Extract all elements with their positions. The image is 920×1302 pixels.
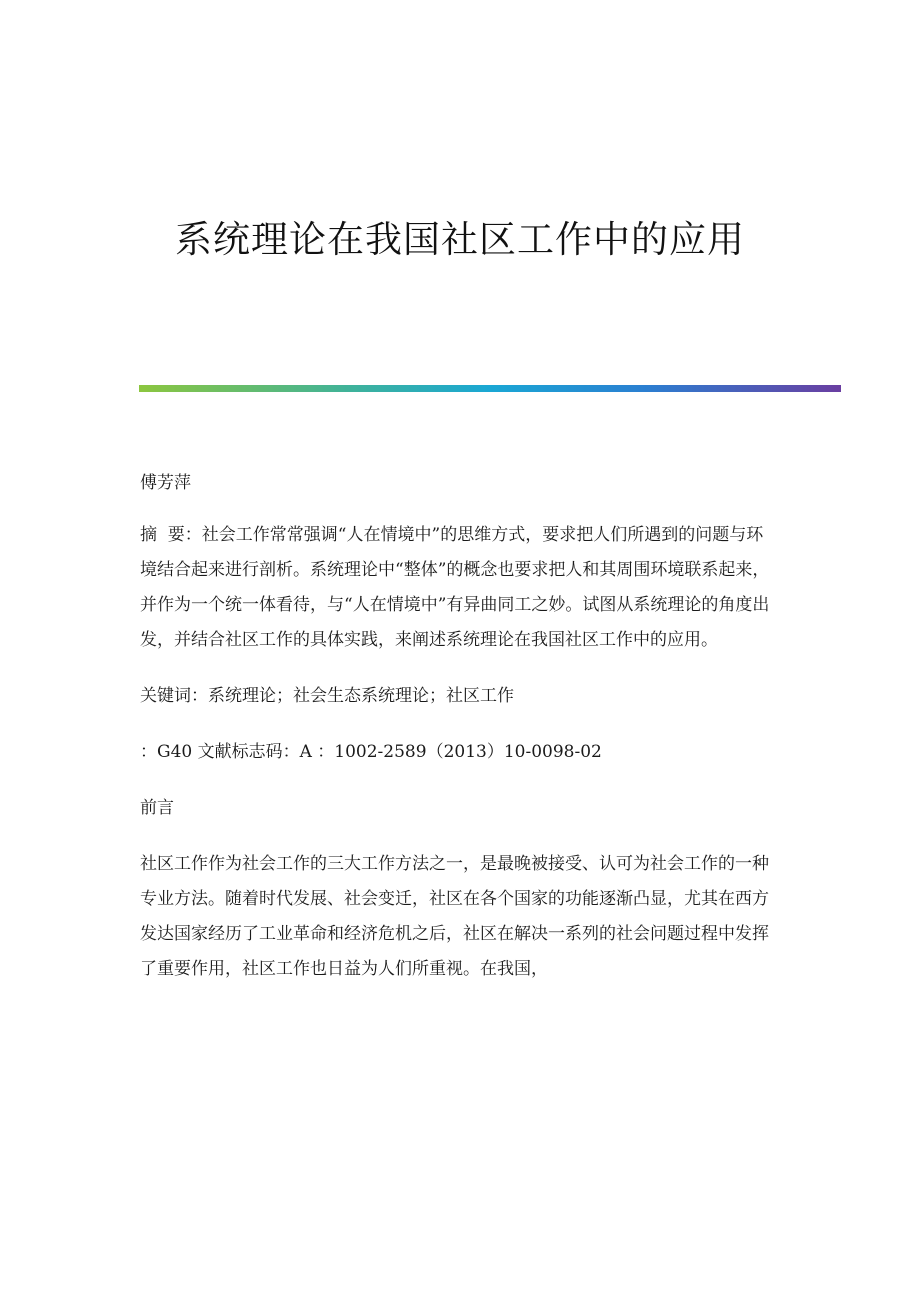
- abstract-paragraph: 摘 要：社会工作常常强调“人在情境中”的思维方式，要求把人们所遇到的问题与环境结合起来进行剖析。系统理论中“整体”的概念也要求把人和其周围环境联系起来，并作为一个统一体看待，与“人在情境中”有异曲同工之妙。试图从系统理论的角度出发，并结合社区工作的具体实践，来阐述系统理论在我国社区工作中的应用。: [140, 525, 770, 650]
- classification-line: ：G40 文献标志码：A ：1002-2589（2013）10-0098-02: [140, 742, 602, 762]
- author-name: 傅芳萍: [140, 473, 191, 493]
- title-divider: [139, 385, 841, 392]
- section-heading-preface: 前言: [140, 798, 174, 818]
- document-body: [140, 466, 780, 1008]
- document-title: 系统理论在我国社区工作中的应用: [175, 218, 745, 261]
- body-paragraph: 社区工作作为社会工作的三大工作方法之一，是最晚被接受、认可为社会工作的一种专业方法。随着时代发展、社会变迁，社区在各个国家的功能逐渐凸显，尤其在西方发达国家经历了工业革命和经济危机之后，社区在解决一系列的社会问题过程中发挥了重要作用，社区工作也日益为人们所重视。在我国，: [140, 854, 769, 979]
- keywords-line: 关键词：系统理论；社会生态系统理论；社区工作: [140, 686, 514, 706]
